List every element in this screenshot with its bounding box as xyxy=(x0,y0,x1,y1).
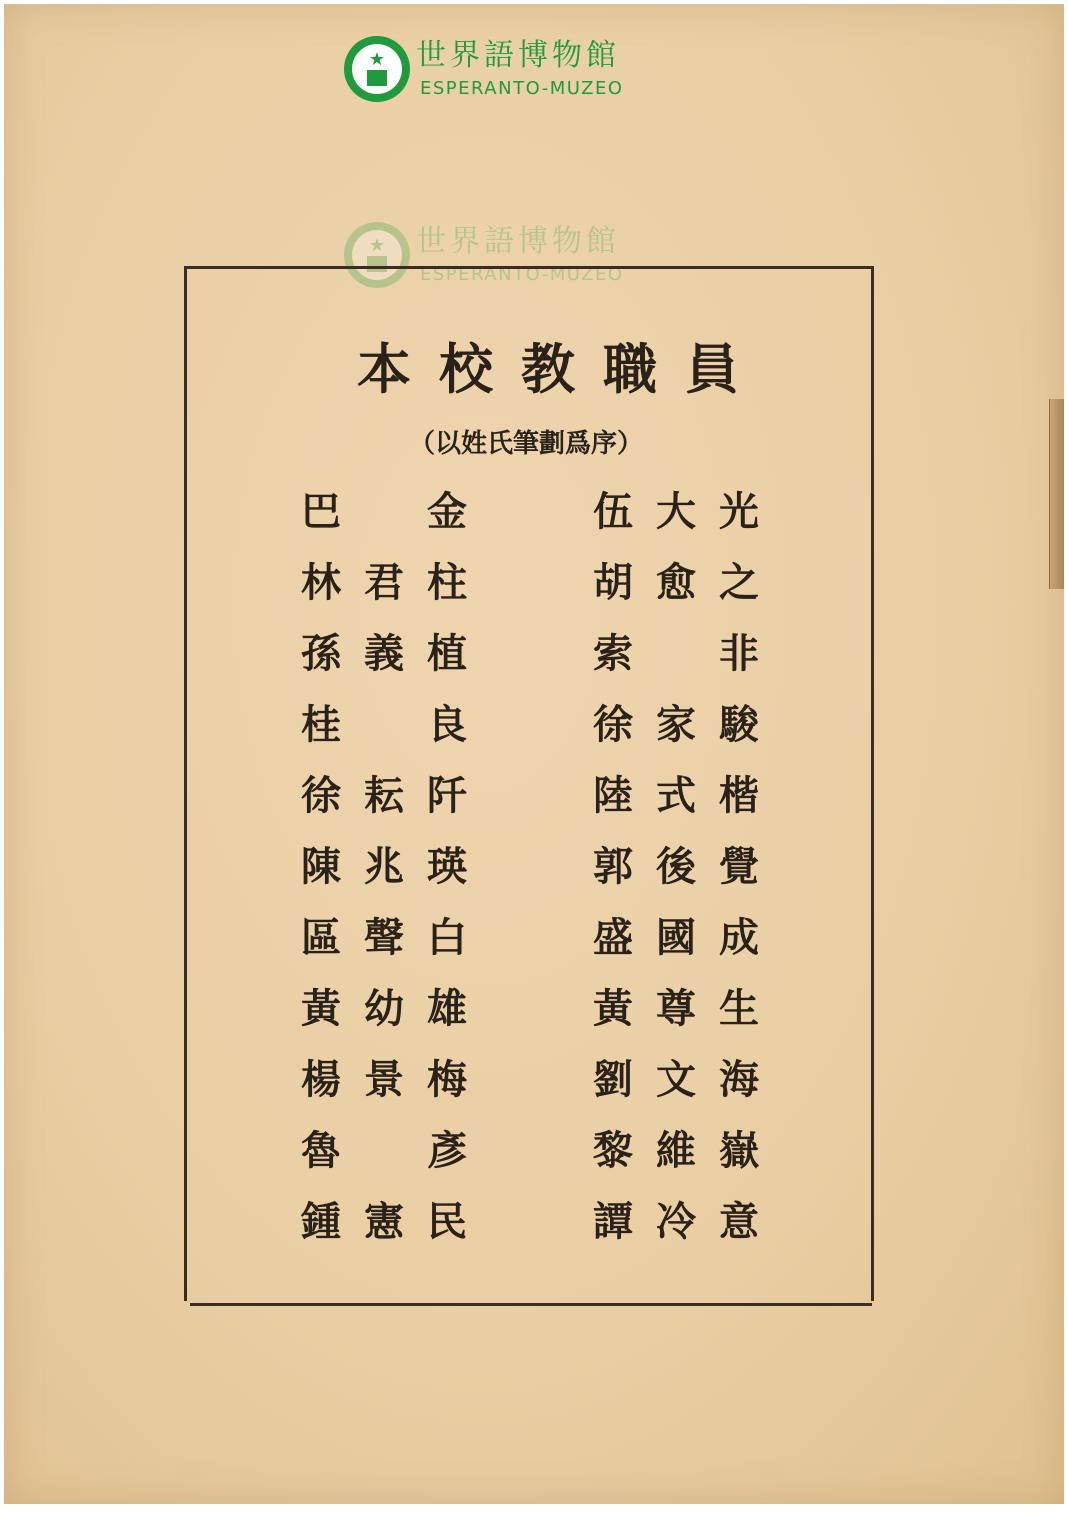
faded-latin-text: ESPERANTO-MUZEO xyxy=(420,264,624,285)
staff-name xyxy=(300,1192,468,1263)
staff-name xyxy=(300,908,468,979)
name-character: 黃 xyxy=(301,985,341,1032)
page xyxy=(4,4,1064,1504)
name-character: 非 xyxy=(719,630,759,677)
staff-name xyxy=(300,1050,468,1121)
logo-chinese-text: 世界語博物館 xyxy=(416,38,620,73)
name-character xyxy=(363,1121,405,1192)
page-subtitle: （以姓氏筆劃爲序） xyxy=(408,429,643,459)
name-character: 黃 xyxy=(593,985,633,1032)
name-character: 憲 xyxy=(364,1198,404,1245)
name-character: 譚 xyxy=(593,1198,633,1245)
staff-name xyxy=(592,1050,760,1121)
name-character: 義 xyxy=(364,630,404,677)
name-character: 式 xyxy=(656,772,696,819)
staff-name xyxy=(592,695,760,766)
name-character: 駿 xyxy=(719,701,759,748)
staff-name xyxy=(300,695,468,766)
name-character: 之 xyxy=(719,559,759,606)
name-character: 郭 xyxy=(593,843,633,890)
name-character: 聲 xyxy=(364,914,404,961)
faded-chinese-text: 世界語博物館 xyxy=(416,224,620,259)
name-character: 海 xyxy=(719,1056,759,1103)
name-character: 金 xyxy=(427,488,467,535)
name-character: 劉 xyxy=(593,1056,633,1103)
name-character: 楊 xyxy=(301,1056,341,1103)
staff-name xyxy=(300,1121,468,1192)
name-character: 孫 xyxy=(301,630,341,677)
name-character: 君 xyxy=(364,559,404,606)
name-character: 徐 xyxy=(301,772,341,819)
binding-edge xyxy=(1049,399,1064,589)
staff-name xyxy=(592,1192,760,1263)
name-character: 維 xyxy=(656,1127,696,1174)
staff-name xyxy=(592,908,760,979)
name-character: 巴 xyxy=(301,488,341,535)
staff-name xyxy=(592,979,760,1050)
museum-emblem-icon: ★ xyxy=(344,36,410,102)
name-character: 盛 xyxy=(593,914,633,961)
staff-column-right xyxy=(592,482,792,1263)
name-character: 愈 xyxy=(656,559,696,606)
name-character: 陸 xyxy=(593,772,633,819)
name-character: 覺 xyxy=(719,843,759,890)
name-character: 耘 xyxy=(364,772,404,819)
name-character: 良 xyxy=(427,701,467,748)
staff-column-left xyxy=(300,482,500,1263)
name-character: 意 xyxy=(719,1198,759,1245)
name-character: 鍾 xyxy=(301,1198,341,1245)
museum-logo xyxy=(344,36,664,106)
name-character: 光 xyxy=(719,488,759,535)
name-character: 景 xyxy=(364,1056,404,1103)
faded-emblem-icon: ★ xyxy=(344,222,410,288)
name-character: 冷 xyxy=(656,1198,696,1245)
name-character: 阡 xyxy=(427,772,467,819)
name-character: 區 xyxy=(301,914,341,961)
staff-name xyxy=(300,482,468,553)
name-character: 後 xyxy=(656,843,696,890)
staff-name xyxy=(300,624,468,695)
staff-name xyxy=(592,482,760,553)
name-character: 成 xyxy=(719,914,759,961)
name-character: 國 xyxy=(656,914,696,961)
name-character: 兆 xyxy=(364,843,404,890)
page-title: 本校教職員 xyxy=(357,337,767,401)
name-character: 魯 xyxy=(301,1127,341,1174)
staff-name xyxy=(592,1121,760,1192)
name-character: 伍 xyxy=(593,488,633,535)
name-character: 幼 xyxy=(364,985,404,1032)
name-character: 徐 xyxy=(593,701,633,748)
name-character: 生 xyxy=(719,985,759,1032)
logo-latin-text: ESPERANTO-MUZEO xyxy=(420,78,624,99)
name-character: 彥 xyxy=(427,1127,467,1174)
staff-name xyxy=(300,837,468,908)
name-character: 雄 xyxy=(427,985,467,1032)
name-character: 黎 xyxy=(593,1127,633,1174)
name-character: 大 xyxy=(656,488,696,535)
name-character: 瑛 xyxy=(427,843,467,890)
bottom-rule xyxy=(190,1303,872,1306)
name-character: 索 xyxy=(593,630,633,677)
name-character: 梅 xyxy=(427,1056,467,1103)
name-character: 陳 xyxy=(301,843,341,890)
name-character: 民 xyxy=(427,1198,467,1245)
staff-name xyxy=(300,979,468,1050)
name-character: 嶽 xyxy=(719,1127,759,1174)
name-character: 桂 xyxy=(301,701,341,748)
staff-name xyxy=(592,553,760,624)
staff-name xyxy=(592,766,760,837)
name-character: 文 xyxy=(656,1056,696,1103)
name-character: 柱 xyxy=(427,559,467,606)
name-character: 林 xyxy=(301,559,341,606)
name-character: 胡 xyxy=(593,559,633,606)
staff-name xyxy=(300,766,468,837)
name-character xyxy=(363,695,405,766)
name-character xyxy=(655,624,697,695)
name-character: 楷 xyxy=(719,772,759,819)
name-character: 家 xyxy=(656,701,696,748)
name-character: 白 xyxy=(427,914,467,961)
staff-name xyxy=(300,553,468,624)
staff-name xyxy=(592,837,760,908)
name-character: 尊 xyxy=(656,985,696,1032)
staff-name xyxy=(592,624,760,695)
name-character: 植 xyxy=(427,630,467,677)
name-character xyxy=(363,482,405,553)
